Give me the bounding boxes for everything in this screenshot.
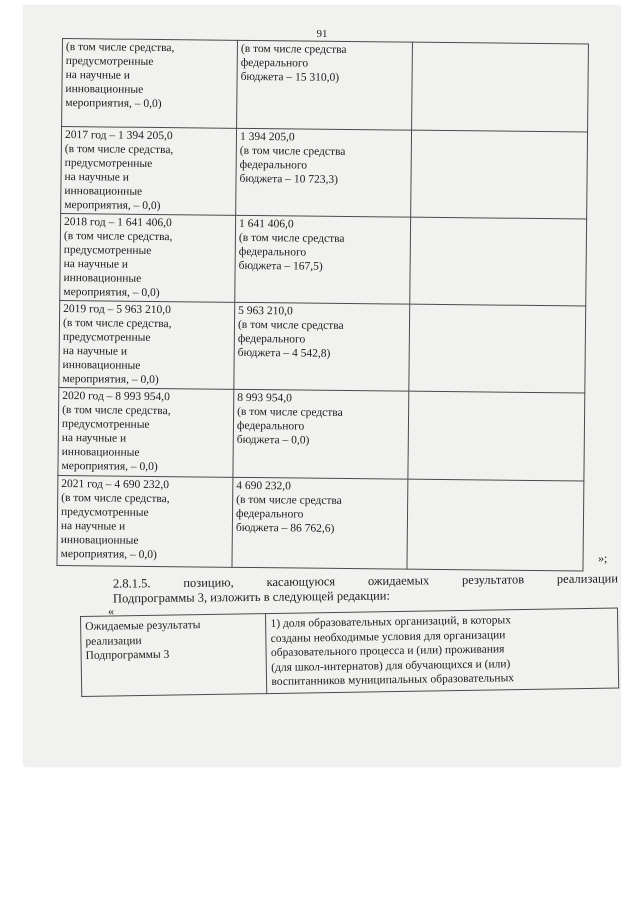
- total-line: (в том числе средства,: [62, 317, 172, 331]
- total-line: (в том числе средства,: [61, 492, 170, 506]
- empty-cell: [412, 42, 589, 132]
- budget-cell: [233, 389, 409, 479]
- total-cell: [59, 300, 235, 389]
- empty-cell: [407, 479, 584, 571]
- budget-line: федерального: [240, 56, 309, 70]
- total-cell: [58, 387, 234, 477]
- total-line: предусмотренные: [62, 331, 151, 344]
- budget-cell: [234, 302, 410, 391]
- budget-line: 5 963 210,0: [238, 304, 293, 318]
- total-line: инновационные: [65, 83, 144, 96]
- results-content-line: 1) доля образовательных организаций, в которых: [270, 614, 512, 631]
- total-line: 2021 год – 4 690 232,0: [61, 478, 170, 492]
- results-label-line: реализации: [85, 634, 142, 648]
- results-content-line: воспитанников муниципальных образовательных: [271, 672, 515, 689]
- total-line: (в том числе средства,: [62, 404, 171, 418]
- results-row: [81, 608, 619, 696]
- total-line: предусмотренные: [64, 157, 153, 170]
- budget-line: 1 641 406,0: [239, 217, 294, 231]
- budget-cell: [236, 128, 412, 217]
- budget-line: бюджета – 86 762,6): [235, 521, 335, 535]
- total-line: инновационные: [61, 446, 140, 459]
- empty-cell: [409, 304, 586, 393]
- budget-line: бюджета – 0,0): [236, 433, 310, 447]
- total-line: 2019 год – 5 963 210,0: [63, 303, 171, 317]
- funding-table: [56, 38, 589, 571]
- results-label-line: Ожидаемые результаты: [85, 619, 201, 633]
- total-line: предусмотренные: [60, 506, 149, 519]
- total-cell: [57, 475, 233, 567]
- total-line: предусмотренные: [63, 244, 152, 257]
- total-line: инновационные: [60, 534, 139, 547]
- funding-row: [59, 300, 586, 393]
- total-line: предусмотренные: [65, 55, 154, 68]
- total-line: инновационные: [62, 359, 141, 372]
- total-line: предусмотренные: [61, 418, 150, 431]
- budget-line: федерального: [235, 507, 304, 521]
- empty-cell: [411, 130, 588, 219]
- results-content-line: (для школ-интернатов) для обучающихся и (или): [271, 657, 511, 674]
- total-line: на научные и: [61, 432, 127, 445]
- total-cell: [62, 39, 238, 129]
- results-content-cell: [266, 608, 619, 693]
- results-content-line: созданы необходимые условия для организации: [270, 628, 506, 645]
- budget-line: бюджета – 15 310,0): [240, 70, 340, 84]
- total-line: на научные и: [65, 69, 131, 82]
- results-content-line: образовательного процесса и (или) проживания: [270, 643, 505, 660]
- total-line: (в том числе средства,: [65, 41, 175, 55]
- budget-line: федерального: [236, 419, 305, 433]
- total-line: мероприятия, – 0,0): [61, 460, 158, 474]
- total-line: 2018 год – 1 641 406,0: [64, 216, 172, 230]
- total-line: (в том числе средства,: [63, 230, 173, 244]
- total-line: на научные и: [62, 345, 128, 358]
- budget-line: 1 394 205,0: [239, 130, 295, 144]
- paragraph-line-2: Подпрограммы 3, изложить в следующей редакции:: [112, 588, 391, 606]
- funding-row: [61, 127, 588, 220]
- budget-line: бюджета – 167,5): [238, 259, 323, 273]
- paragraph-line-1: 2.8.1.5. позицию, касающуюся ожидаемых результатов реализации: [112, 571, 619, 591]
- total-line: мероприятия, – 0,0): [63, 286, 160, 300]
- total-line: на научные и: [63, 258, 129, 271]
- results-table: [80, 608, 619, 697]
- total-line: на научные и: [60, 520, 126, 533]
- closing-quote: »;: [598, 551, 608, 565]
- empty-cell: [410, 217, 587, 306]
- budget-line: (в том числе средства: [239, 144, 346, 158]
- total-line: мероприятия, – 0,0): [65, 97, 162, 111]
- total-line: (в том числе средства,: [64, 143, 174, 157]
- funding-row: [60, 213, 587, 306]
- budget-cell: [232, 477, 408, 569]
- funding-row: [62, 39, 589, 133]
- budget-line: бюджета – 10 723,3): [239, 172, 339, 186]
- empty-cell: [408, 391, 585, 481]
- budget-line: 4 690 232,0: [236, 479, 292, 493]
- budget-line: 8 993 954,0: [237, 391, 292, 405]
- budget-line: (в том числе средства: [237, 405, 343, 419]
- budget-line: федерального: [239, 158, 308, 172]
- results-label-cell: [81, 614, 268, 696]
- budget-line: (в том числе средства: [240, 42, 347, 56]
- budget-line: (в том числе средства: [236, 493, 342, 507]
- total-line: инновационные: [64, 185, 143, 198]
- budget-cell: [235, 215, 411, 304]
- total-cell: [61, 127, 237, 216]
- funding-row: [57, 475, 584, 571]
- total-line: мероприятия, – 0,0): [62, 373, 159, 387]
- total-line: 2017 год – 1 394 205,0: [64, 129, 173, 143]
- total-line: на научные и: [64, 171, 129, 184]
- budget-line: (в том числе средства: [238, 231, 345, 245]
- funding-row: [58, 387, 585, 481]
- total-line: мероприятия, – 0,0): [64, 199, 161, 213]
- total-line: мероприятия, – 0,0): [60, 548, 157, 562]
- total-cell: [60, 213, 236, 302]
- budget-line: бюджета – 4 542,8): [237, 346, 331, 360]
- budget-line: (в том числе средства: [237, 318, 344, 332]
- total-line: 2020 год – 8 993 954,0: [62, 390, 171, 404]
- budget-line: федерального: [238, 245, 307, 259]
- results-label-line: Подпрограммы 3: [85, 648, 170, 662]
- total-line: инновационные: [63, 272, 142, 285]
- budget-cell: [237, 40, 413, 130]
- opening-quote: «: [108, 604, 114, 618]
- budget-line: федерального: [237, 332, 306, 346]
- page-number: 91: [316, 28, 328, 40]
